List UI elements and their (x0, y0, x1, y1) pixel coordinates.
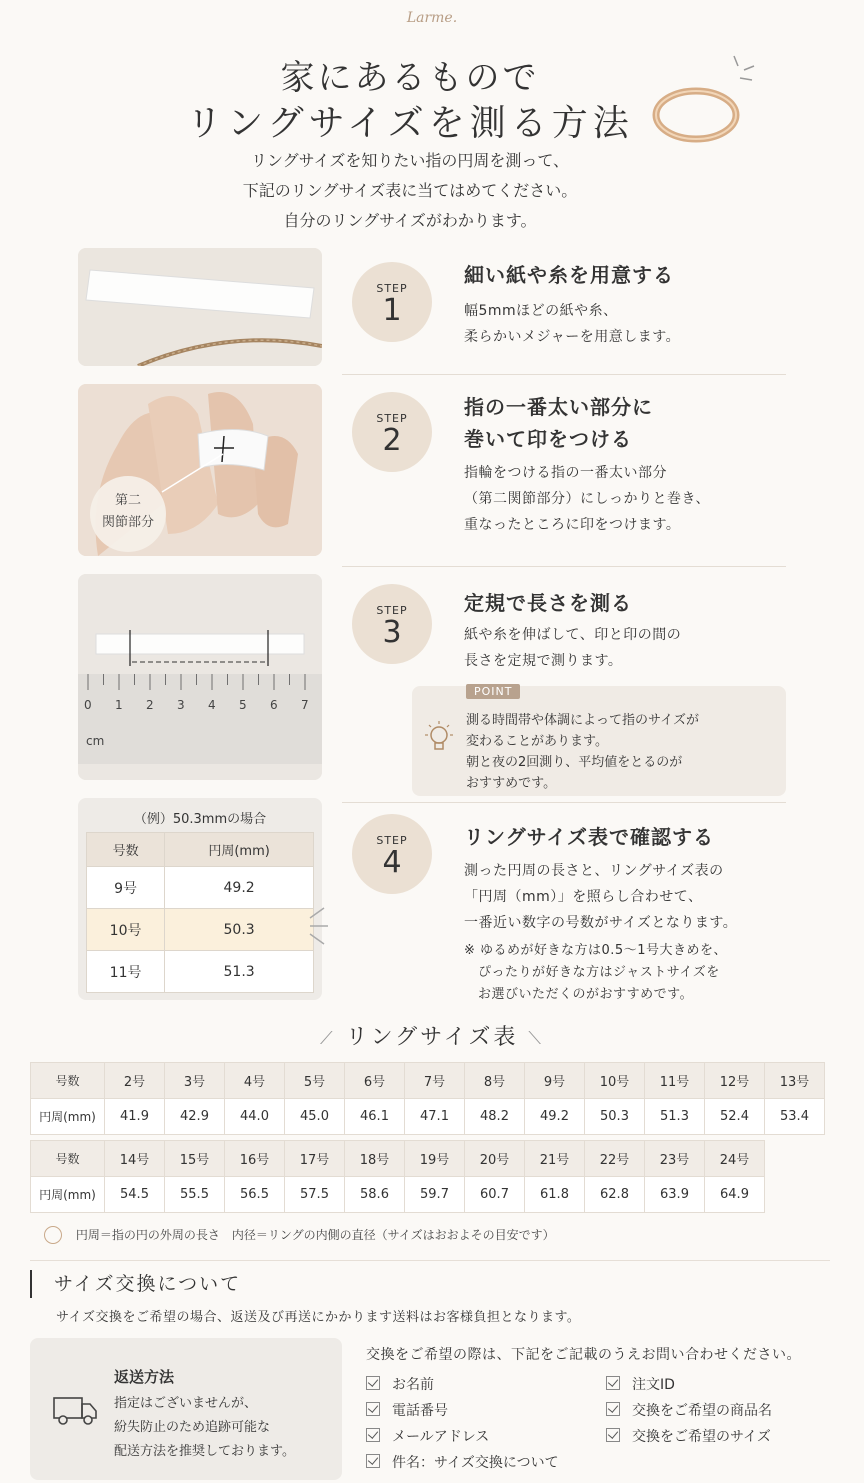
lead-line-3: 自分のリングサイズがわかります。 (283, 211, 537, 230)
table-row (87, 867, 314, 909)
exchange-heading: サイズ交換について (30, 1270, 241, 1298)
size-cell: 21号 (525, 1141, 585, 1177)
circ-cell: 62.8 (585, 1177, 645, 1213)
size-cell: 23号 (645, 1141, 705, 1177)
truck-icon (52, 1392, 98, 1428)
joint-label-1: 第二 (114, 493, 141, 508)
circ-label: 円周(mm) (31, 1177, 105, 1213)
table-row (87, 951, 314, 993)
ruler-tick-5: 5 (239, 698, 247, 712)
brand-logo: Larme. (406, 10, 458, 26)
checklist-item (606, 1426, 771, 1446)
shipping-box (30, 1338, 342, 1480)
check-icon (366, 1454, 380, 1468)
ring-icon (44, 1226, 62, 1244)
size-table-1 (30, 1062, 825, 1135)
ruler-unit: cm (86, 734, 105, 748)
checklist-label: 交換をご希望のサイズ (632, 1429, 771, 1445)
size-note-text: 円周＝指の円の外周の長さ 内径＝リングの内側の直径（サイズはおおよその目安です） (75, 1228, 555, 1242)
step4-body-2: 「円周（mm）」を照らし合わせて、 (464, 889, 703, 905)
step2-body-2: （第二関節部分）にしっかりと巻き、 (464, 491, 710, 507)
step1-body-1: 幅5mmほどの紙や糸、 (464, 303, 618, 319)
circ-cell: 46.1 (345, 1099, 405, 1135)
circ-cell: 44.0 (225, 1099, 285, 1135)
size-cell: 17号 (285, 1141, 345, 1177)
step4-heading: リングサイズ表で確認する (464, 825, 714, 849)
size-cell: 20号 (465, 1141, 525, 1177)
size-note (44, 1226, 555, 1245)
ruler-tick-2: 2 (146, 698, 154, 712)
checklist-item (366, 1452, 559, 1472)
sparkle-icon (728, 52, 758, 92)
size-table-title-text: リングサイズ表 (345, 1025, 519, 1050)
lightbulb-icon (422, 720, 456, 760)
divider (30, 1260, 830, 1261)
sparkle-icon: ⟍ (528, 1028, 545, 1049)
checklist-label: お名前 (392, 1377, 434, 1393)
example-cell: 10号 (87, 909, 165, 951)
circ-label: 円周(mm) (31, 1099, 105, 1135)
size-cell: 24号 (705, 1141, 765, 1177)
size-cell: 22号 (585, 1141, 645, 1177)
step1-photo (78, 248, 322, 366)
step4-badge (352, 814, 432, 894)
step1-heading: 細い紙や糸を用意する (464, 263, 674, 287)
size-cell: 3号 (165, 1063, 225, 1099)
example-title: （例）50.3mmの場合 (133, 812, 267, 827)
ruler-tick-1: 1 (115, 698, 123, 712)
circ-cell: 60.7 (465, 1177, 525, 1213)
check-icon (366, 1428, 380, 1442)
check-icon (606, 1402, 620, 1416)
circ-cell: 53.4 (765, 1099, 825, 1135)
circ-cell: 54.5 (105, 1177, 165, 1213)
step3-photo (78, 574, 322, 780)
exchange-description: サイズ交換をご希望の場合、返送及び再送にかかります送料はお客様負担となります。 (56, 1310, 581, 1325)
step-label: STEP (376, 834, 408, 847)
divider (342, 374, 786, 375)
size-cell: 19号 (405, 1141, 465, 1177)
circ-cell: 42.9 (165, 1099, 225, 1135)
circ-cell: 52.4 (705, 1099, 765, 1135)
step-label: STEP (376, 412, 408, 425)
checklist-item (606, 1400, 772, 1420)
divider (342, 566, 786, 567)
step-label: STEP (376, 604, 408, 617)
check-icon (606, 1376, 620, 1390)
ruler-tick-4: 4 (208, 698, 216, 712)
circ-cell: 55.5 (165, 1177, 225, 1213)
step4-note-3: お選びいただくのがおすすめです。 (478, 987, 694, 1002)
example-table (86, 832, 314, 993)
step-number: 3 (382, 615, 402, 650)
step2-photo (78, 384, 322, 556)
step4-body-3: 一番近い数字の号数がサイズとなります。 (464, 915, 738, 931)
checklist-label: 交換をご希望の商品名 (632, 1403, 772, 1419)
step4-note-1: ※ ゆるめが好きな方は0.5～1号大きめを、 (464, 943, 727, 958)
circ-cell: 50.3 (585, 1099, 645, 1135)
step2-badge (352, 392, 432, 472)
size-table-2 (30, 1140, 765, 1213)
sparkle-icon (304, 904, 330, 948)
step2-heading-2: 巻いて印をつける (464, 427, 632, 451)
checklist-label: 電話番号 (392, 1403, 448, 1419)
checklist-label: メールアドレス (392, 1429, 490, 1445)
shipping-line-2: 紛失防止のため追跡可能な (114, 1420, 271, 1435)
check-icon (366, 1376, 380, 1390)
circ-cell: 51.3 (645, 1099, 705, 1135)
step1-badge (352, 262, 432, 342)
circ-cell: 63.9 (645, 1177, 705, 1213)
ruler-tick-0: 0 (84, 698, 92, 712)
size-cell: 7号 (405, 1063, 465, 1099)
step3-body-2: 長さを定規で測ります。 (464, 653, 623, 669)
circ-cell: 48.2 (465, 1099, 525, 1135)
sparkle-icon: ⟋ (319, 1028, 336, 1049)
size-cell: 10号 (585, 1063, 645, 1099)
size-cell: 13号 (765, 1063, 825, 1099)
checklist-label: 件名：サイズ交換について (392, 1455, 559, 1471)
size-cell: 9号 (525, 1063, 585, 1099)
size-cell: 16号 (225, 1141, 285, 1177)
circ-cell: 61.8 (525, 1177, 585, 1213)
circ-cell: 58.6 (345, 1177, 405, 1213)
circ-cell: 49.2 (525, 1099, 585, 1135)
ring-icon (652, 86, 740, 144)
joint-label-2: 関節部分 (101, 515, 154, 530)
point-box (412, 686, 786, 796)
step3-body-1: 紙や糸を伸ばして、印と印の間の (464, 627, 682, 643)
point-line-1: 測る時間帯や体調によって指のサイズが (466, 713, 699, 728)
checklist-item (366, 1374, 434, 1394)
point-line-4: おすすめです。 (466, 776, 557, 791)
step3-heading: 定規で長さを測る (464, 591, 632, 615)
page-title-line1: 家にあるもので (280, 58, 540, 98)
example-cell: 11号 (87, 951, 165, 993)
shipping-line-3: 配送方法を推奨しております。 (114, 1444, 295, 1459)
size-cell: 5号 (285, 1063, 345, 1099)
step4-note-2: ぴったりが好きな方はジャストサイズを (478, 965, 720, 980)
size-cell: 6号 (345, 1063, 405, 1099)
table-row-highlighted (87, 909, 314, 951)
circ-cell: 47.1 (405, 1099, 465, 1135)
checklist-item (366, 1426, 489, 1446)
ruler-tick-6: 6 (270, 698, 278, 712)
lead-line-1: リングサイズを知りたい指の円周を測って、 (250, 151, 570, 170)
size-cell: 12号 (705, 1063, 765, 1099)
example-cell: 50.3 (165, 909, 314, 951)
checklist-item (366, 1400, 448, 1420)
step-number: 2 (382, 423, 402, 458)
ruler-tick-3: 3 (177, 698, 185, 712)
example-cell: 51.3 (165, 951, 314, 993)
divider (342, 802, 786, 803)
step-number: 1 (382, 293, 402, 328)
size-cell: 11号 (645, 1063, 705, 1099)
step3-badge (352, 584, 432, 664)
ruler-tick-7: 7 (301, 698, 309, 712)
size-cell: 18号 (345, 1141, 405, 1177)
request-text: 交換をご希望の際は、下記をご記載のうえお問い合わせください。 (366, 1347, 801, 1363)
circ-cell: 64.9 (705, 1177, 765, 1213)
check-icon (366, 1402, 380, 1416)
point-tag: POINT (466, 684, 520, 699)
checklist-label: 注文ID (632, 1377, 675, 1393)
circ-cell: 59.7 (405, 1177, 465, 1213)
circ-cell: 56.5 (225, 1177, 285, 1213)
size-cell: 2号 (105, 1063, 165, 1099)
step2-heading-1: 指の一番太い部分に (464, 395, 653, 419)
step4-body-1: 測った円周の長さと、リングサイズ表の (464, 863, 724, 879)
size-cell: 15号 (165, 1141, 225, 1177)
step-number: 4 (382, 845, 402, 880)
example-cell: 9号 (87, 867, 165, 909)
step1-body-2: 柔らかいメジャーを用意します。 (464, 329, 681, 345)
checklist-item (606, 1374, 675, 1394)
size-label: 号数 (31, 1063, 105, 1099)
point-line-2: 変わることがあります。 (466, 734, 608, 749)
circ-cell: 45.0 (285, 1099, 345, 1135)
step-label: STEP (376, 282, 408, 295)
circ-cell: 41.9 (105, 1099, 165, 1135)
size-cell: 14号 (105, 1141, 165, 1177)
size-table-title (0, 1020, 864, 1051)
size-cell: 8号 (465, 1063, 525, 1099)
size-label: 号数 (31, 1141, 105, 1177)
check-icon (606, 1428, 620, 1442)
example-cell: 49.2 (165, 867, 314, 909)
lead-line-2: 下記のリングサイズ表に当てはめてください。 (242, 181, 578, 200)
point-line-3: 朝と夜の2回測り、平均値をとるのが (466, 755, 683, 770)
shipping-title: 返送方法 (114, 1368, 175, 1386)
example-header-circ: 円周(mm) (165, 833, 314, 867)
step2-body-1: 指輪をつける指の一番太い部分 (464, 465, 667, 481)
example-header-size: 号数 (87, 833, 165, 867)
size-cell: 4号 (225, 1063, 285, 1099)
circ-cell: 57.5 (285, 1177, 345, 1213)
step2-body-3: 重なったところに印をつけます。 (464, 517, 681, 533)
page-title-line2: リングサイズを測る方法 (186, 103, 634, 144)
example-box (78, 798, 322, 1000)
shipping-line-1: 指定はございませんが、 (114, 1396, 258, 1411)
